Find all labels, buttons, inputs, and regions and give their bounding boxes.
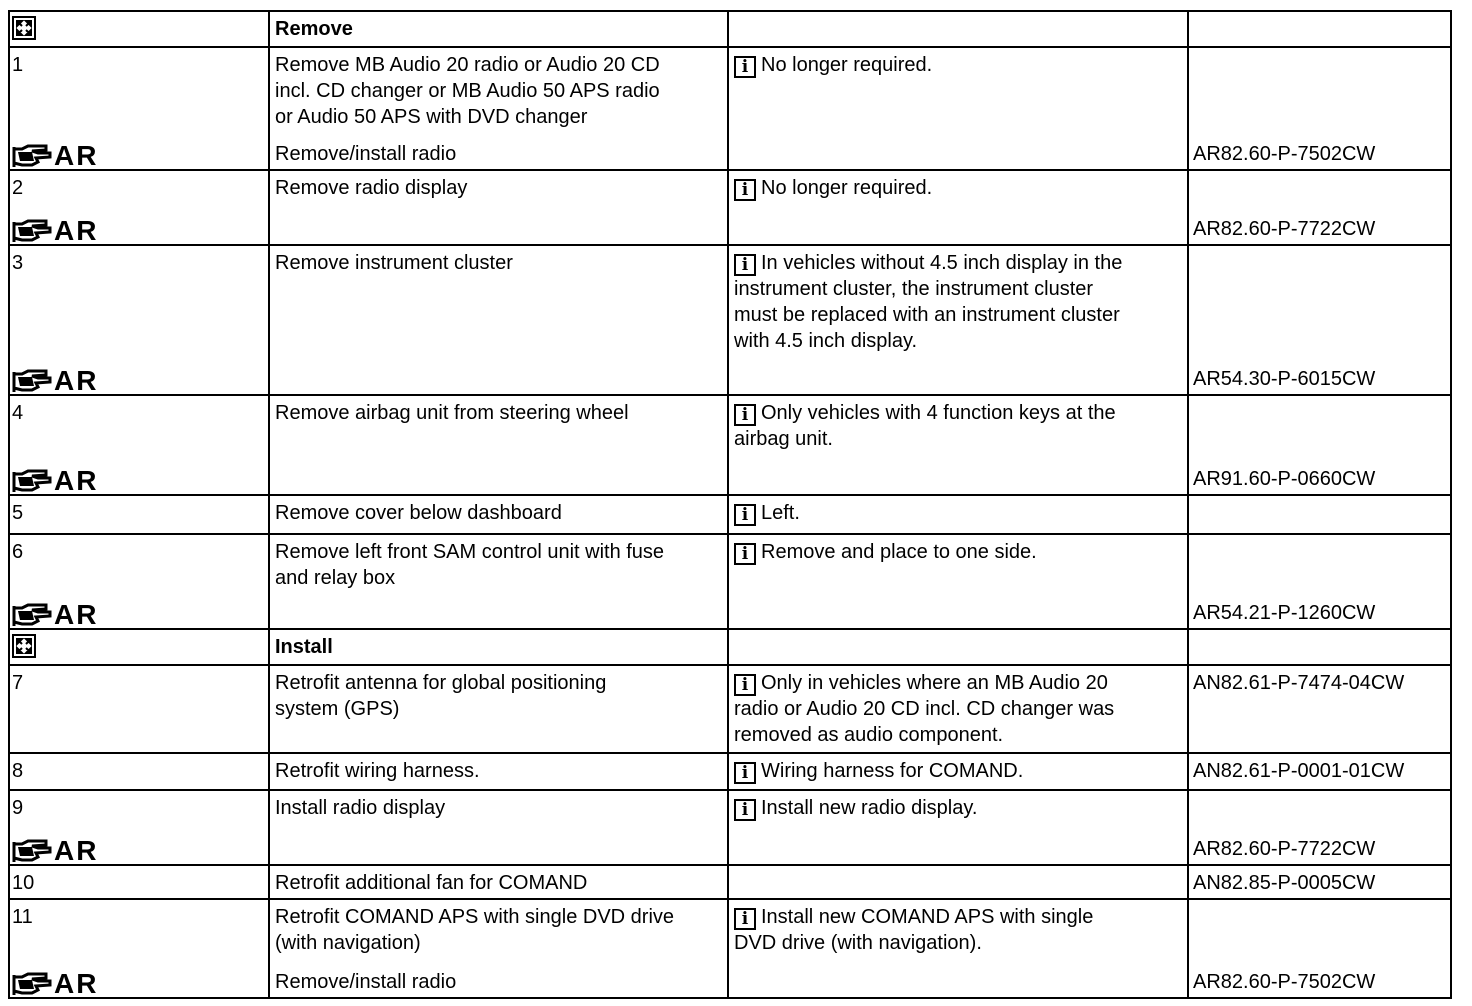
ar-link[interactable] [12,140,99,171]
step-number: 3 [12,252,24,274]
note-text: In vehicles without 4.5 inch display in the [761,252,1123,274]
note-cell [729,866,1189,898]
ar-label: AR [54,835,99,866]
step-number: 7 [12,672,24,694]
note-cell [729,666,1189,752]
note-line [734,930,1183,956]
expand-icon[interactable] [12,16,36,40]
note-line [734,696,1183,722]
note-text: must be replaced with an instrument cluster [734,304,1120,326]
ar-label: AR [54,215,99,246]
note-line [734,328,1183,354]
step-text-line: Remove radio display [275,177,468,199]
ar-link[interactable] [12,365,99,396]
ar-link[interactable] [12,599,99,630]
reference-cell [1189,535,1452,628]
note-line [734,52,1183,78]
document-reference-link[interactable]: AR82.60-P-7722CW [1193,218,1376,240]
step-description-cell [270,535,729,628]
step-number-cell [10,48,270,169]
step-text-line: Retrofit COMAND APS with single DVD drive [275,906,675,928]
step-text-line: Remove airbag unit from steering wheel [275,402,629,424]
info-icon: i [734,179,756,201]
step-description-cell [270,171,729,244]
note-text: No longer required. [761,177,933,199]
note-line [734,795,1183,821]
table-row [10,48,1452,171]
reference-cell [1189,791,1452,864]
note-text: Install new COMAND APS with single [761,906,1094,928]
ar-label: AR [54,599,99,630]
step-description-cell [270,754,729,789]
note-text: with 4.5 inch display. [734,330,918,352]
ar-link[interactable] [12,215,99,246]
section-title: Remove [275,18,353,40]
section-header-row [10,12,1452,48]
step-number: 1 [12,54,24,76]
pointing-hand-icon [12,468,52,494]
procedure-table [8,10,1452,999]
note-cell [729,754,1189,789]
reference-cell [1189,630,1452,664]
table-row [10,900,1452,999]
step-description-cell [270,496,729,533]
step-number-cell [10,12,270,46]
table-row [10,666,1452,754]
document-reference-link[interactable]: AR54.21-P-1260CW [1193,602,1376,624]
step-description-cell [270,866,729,898]
step-number-cell [10,791,270,864]
note-line [734,539,1183,565]
reference-cell [1189,48,1452,169]
note-text: removed as audio component. [734,724,1004,746]
step-description-cell [270,246,729,394]
document-reference-link[interactable]: AN82.61-P-0001-01CW [1193,760,1405,782]
step-number-cell [10,630,270,664]
pointing-hand-icon [12,143,52,169]
note-line [734,904,1183,930]
step-subtitle-link[interactable]: Remove/install radio [275,143,457,165]
reference-cell [1189,496,1452,533]
step-description-cell [270,12,729,46]
note-line [734,250,1183,276]
info-icon: i [734,799,756,821]
step-number: 10 [12,872,35,894]
document-reference-link[interactable]: AN82.61-P-7474-04CW [1193,672,1405,694]
step-number: 11 [12,906,33,928]
note-text: Remove and place to one side. [761,541,1037,563]
table-row [10,754,1452,791]
note-line [734,758,1183,784]
step-description-cell [270,666,729,752]
step-number: 4 [12,402,24,424]
info-icon: i [734,504,756,526]
reference-cell [1189,246,1452,394]
note-line [734,670,1183,696]
step-text-line: Install radio display [275,797,446,819]
note-cell [729,791,1189,864]
note-cell [729,535,1189,628]
step-description-cell [270,900,729,997]
note-text: instrument cluster, the instrument cluster [734,278,1094,300]
note-text: Left. [761,502,800,524]
step-number-cell [10,666,270,752]
pointing-hand-icon [12,838,52,864]
step-number: 5 [12,502,24,524]
ar-label: AR [54,465,99,496]
note-text: airbag unit. [734,428,833,450]
document-reference-link[interactable]: AR82.60-P-7502CW [1193,971,1376,993]
note-text: Only vehicles with 4 function keys at the [761,402,1116,424]
step-text-line: Retrofit additional fan for COMAND [275,872,588,894]
pointing-hand-icon [12,368,52,394]
step-description-cell [270,48,729,169]
step-number-cell [10,866,270,898]
note-cell [729,171,1189,244]
step-number: 6 [12,541,24,563]
note-text: No longer required. [761,54,933,76]
step-text-line: (with navigation) [275,932,421,954]
note-text: Install new radio display. [761,797,978,819]
step-number: 2 [12,177,24,199]
step-description-cell [270,791,729,864]
note-line [734,276,1183,302]
step-number-cell [10,900,270,997]
step-text-line: Remove MB Audio 20 radio or Audio 20 CD [275,54,660,76]
note-text: Only in vehicles where an MB Audio 20 [761,672,1108,694]
step-text-line: and relay box [275,567,396,589]
note-cell [729,900,1189,997]
table-row [10,171,1452,246]
step-text-line: incl. CD changer or MB Audio 50 APS radio [275,80,660,102]
note-line [734,175,1183,201]
info-icon: i [734,674,756,696]
step-description-cell [270,396,729,494]
note-line [734,500,1183,526]
table-row [10,791,1452,866]
step-number-cell [10,535,270,628]
reference-cell [1189,396,1452,494]
note-cell [729,48,1189,169]
step-number-cell [10,496,270,533]
table-row [10,246,1452,396]
document-reference-link[interactable]: AR82.60-P-7722CW [1193,838,1376,860]
reference-cell [1189,12,1452,46]
note-text: radio or Audio 20 CD incl. CD changer was [734,698,1115,720]
ar-label: AR [54,968,99,999]
step-text-line: system (GPS) [275,698,400,720]
step-text-line: Remove instrument cluster [275,252,513,274]
info-icon: i [734,254,756,276]
step-number-cell [10,754,270,789]
ar-link[interactable] [12,835,99,866]
table-row [10,535,1452,630]
pointing-hand-icon [12,971,52,997]
step-number-cell [10,396,270,494]
info-icon: i [734,404,756,426]
info-icon: i [734,908,756,930]
document-reference-link[interactable]: AR82.60-P-7502CW [1193,143,1376,165]
note-cell [729,396,1189,494]
pointing-hand-icon [12,218,52,244]
note-text: DVD drive (with navigation). [734,932,982,954]
note-cell [729,496,1189,533]
ar-label: AR [54,140,99,171]
note-line [734,722,1183,748]
note-cell [729,630,1189,664]
reference-cell [1189,171,1452,244]
step-text-line: or Audio 50 APS with DVD changer [275,106,588,128]
step-text-line: Retrofit wiring harness. [275,760,480,782]
step-number: 9 [12,797,24,819]
note-cell [729,12,1189,46]
section-header-row [10,630,1452,666]
step-number: 8 [12,760,24,782]
step-number-cell [10,171,270,244]
note-cell [729,246,1189,394]
note-line [734,426,1183,452]
table-row [10,866,1452,900]
reference-cell [1189,754,1452,789]
step-description-cell [270,630,729,664]
reference-cell [1189,666,1452,752]
note-line [734,302,1183,328]
expand-icon[interactable] [12,634,36,658]
step-text-line: Remove cover below dashboard [275,502,562,524]
step-number-cell [10,246,270,394]
info-icon: i [734,543,756,565]
info-icon: i [734,762,756,784]
step-text-line: Remove left front SAM control unit with fuse [275,541,665,563]
ar-link[interactable] [12,968,99,999]
ar-link[interactable] [12,465,99,496]
section-title: Install [275,636,333,658]
reference-cell [1189,866,1452,898]
document-reference-link[interactable]: AR54.30-P-6015CW [1193,368,1376,390]
document-reference-link[interactable]: AR91.60-P-0660CW [1193,468,1376,490]
ar-label: AR [54,365,99,396]
table-row [10,496,1452,535]
pointing-hand-icon [12,602,52,628]
note-text: Wiring harness for COMAND. [761,760,1024,782]
reference-cell [1189,900,1452,997]
step-subtitle-link[interactable]: Remove/install radio [275,971,457,993]
document-reference-link[interactable]: AN82.85-P-0005CW [1193,872,1376,894]
table-row [10,396,1452,496]
info-icon: i [734,56,756,78]
note-line [734,400,1183,426]
step-text-line: Retrofit antenna for global positioning [275,672,607,694]
